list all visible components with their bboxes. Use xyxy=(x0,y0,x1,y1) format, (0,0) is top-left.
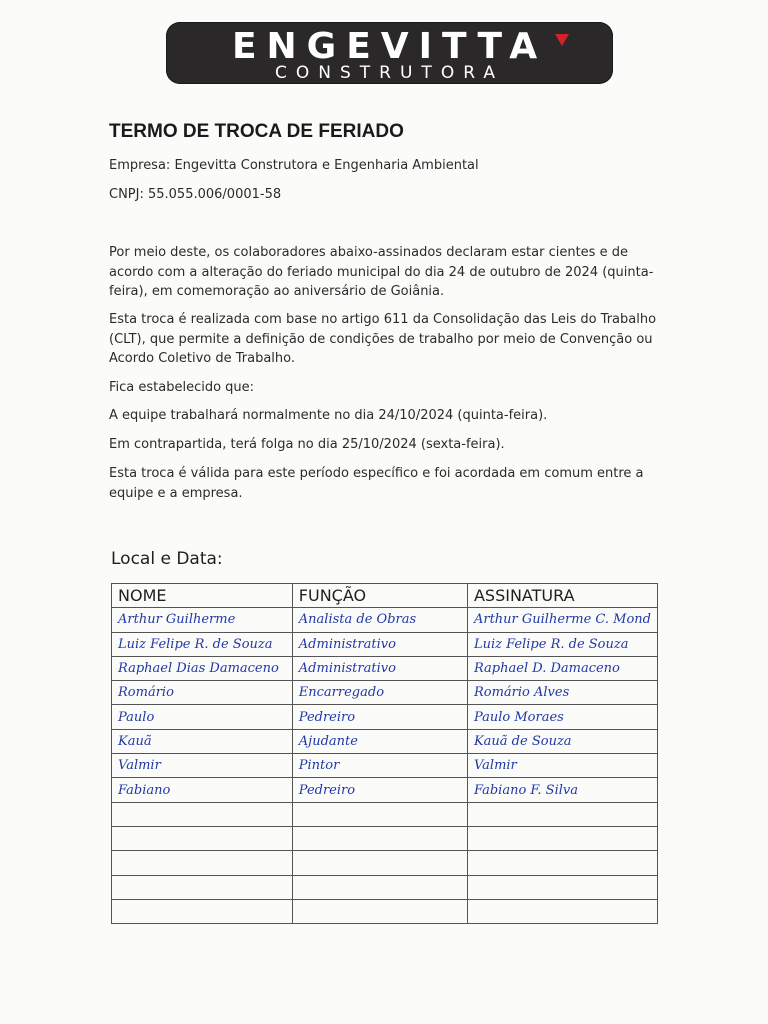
role-cell xyxy=(292,875,467,899)
role-cell: Ajudante xyxy=(292,729,467,753)
table-row xyxy=(112,705,658,729)
name-cell: Romário xyxy=(112,681,293,705)
header-nome: NOME xyxy=(112,584,293,608)
table-row xyxy=(112,632,658,656)
name-cell xyxy=(112,899,293,923)
name-cell xyxy=(112,826,293,850)
paragraph-work-day: A equipe trabalhará normalmente no dia 24/10/2024 (quinta-feira). xyxy=(109,408,548,423)
table-row xyxy=(112,754,658,778)
signature-cell: Fabiano F. Silva xyxy=(467,778,657,802)
signature-cell: Raphael D. Damaceno xyxy=(467,656,657,680)
signature-cell xyxy=(467,875,657,899)
role-cell: Encarregado xyxy=(292,681,467,705)
role-cell: Administrativo xyxy=(292,656,467,680)
table-row xyxy=(112,729,658,753)
paragraph-validity: Esta troca é válida para este período específico e foi acordada em comum entre a equipe e a empresa. xyxy=(109,466,644,501)
company-logo xyxy=(166,22,613,84)
paragraph-intro: Por meio deste, os colaboradores abaixo-assinados declaram estar cientes e de acordo com a alteração do feriado municipal do dia 24 de outubro de 2024 (quinta-feira), em comemoração ao aniversário de Goiânia. xyxy=(109,245,654,299)
name-cell: Fabiano xyxy=(112,778,293,802)
name-cell: Kauã xyxy=(112,729,293,753)
table-row xyxy=(112,875,658,899)
logo-subtitle: CONSTRUTORA xyxy=(275,63,504,83)
name-cell: Valmir xyxy=(112,754,293,778)
signature-cell: Kauã de Souza xyxy=(467,729,657,753)
table-row xyxy=(112,656,658,680)
paragraph-day-off: Em contrapartida, terá folga no dia 25/10/2024 (sexta-feira). xyxy=(109,437,505,452)
name-cell: Luiz Felipe R. de Souza xyxy=(112,632,293,656)
role-cell: Pintor xyxy=(292,754,467,778)
name-cell: Paulo xyxy=(112,705,293,729)
cnpj-line: CNPJ: 55.055.006/0001-58 xyxy=(109,187,282,202)
signature-cell xyxy=(467,851,657,875)
signature-cell: Arthur Guilherme C. Mond xyxy=(467,608,657,632)
table-row xyxy=(112,802,658,826)
name-cell: Raphael Dias Damaceno xyxy=(112,656,293,680)
signature-table xyxy=(111,583,658,924)
table-row xyxy=(112,826,658,850)
document-title: TERMO DE TROCA DE FERIADO xyxy=(109,121,404,142)
company-line: Empresa: Engevitta Construtora e Engenharia Ambiental xyxy=(109,158,479,173)
table-row xyxy=(112,778,658,802)
table-row xyxy=(112,681,658,705)
role-cell xyxy=(292,826,467,850)
role-cell: Pedreiro xyxy=(292,705,467,729)
header-funcao: FUNÇÃO xyxy=(292,584,467,608)
paragraph-legal-basis: Esta troca é realizada com base no artigo 611 da Consolidação das Leis do Trabalho (CLT), que permite a definição de condições de trabalho por meio de Convenção ou Acordo Coletivo de Trabalho. xyxy=(109,312,657,366)
role-cell xyxy=(292,899,467,923)
role-cell: Analista de Obras xyxy=(292,608,467,632)
header-assinatura: ASSINATURA xyxy=(467,584,657,608)
table-header-row xyxy=(112,584,658,608)
signature-cell: Valmir xyxy=(467,754,657,778)
role-cell xyxy=(292,802,467,826)
signature-cell xyxy=(467,899,657,923)
name-cell xyxy=(112,802,293,826)
signature-cell xyxy=(467,826,657,850)
logo-wordmark: ENGEVITTA xyxy=(231,26,548,67)
paragraph-established: Fica estabelecido que: xyxy=(109,380,255,395)
table-row xyxy=(112,899,658,923)
name-cell xyxy=(112,875,293,899)
role-cell: Administrativo xyxy=(292,632,467,656)
signature-cell: Romário Alves xyxy=(467,681,657,705)
name-cell: Arthur Guilherme xyxy=(112,608,293,632)
role-cell: Pedreiro xyxy=(292,778,467,802)
table-row xyxy=(112,851,658,875)
table-row xyxy=(112,608,658,632)
signature-cell: Paulo Moraes xyxy=(467,705,657,729)
signature-cell: Luiz Felipe R. de Souza xyxy=(467,632,657,656)
signature-cell xyxy=(467,802,657,826)
logo-accent-mark xyxy=(555,34,569,46)
local-date-label: Local e Data: xyxy=(111,549,223,569)
name-cell xyxy=(112,851,293,875)
role-cell xyxy=(292,851,467,875)
